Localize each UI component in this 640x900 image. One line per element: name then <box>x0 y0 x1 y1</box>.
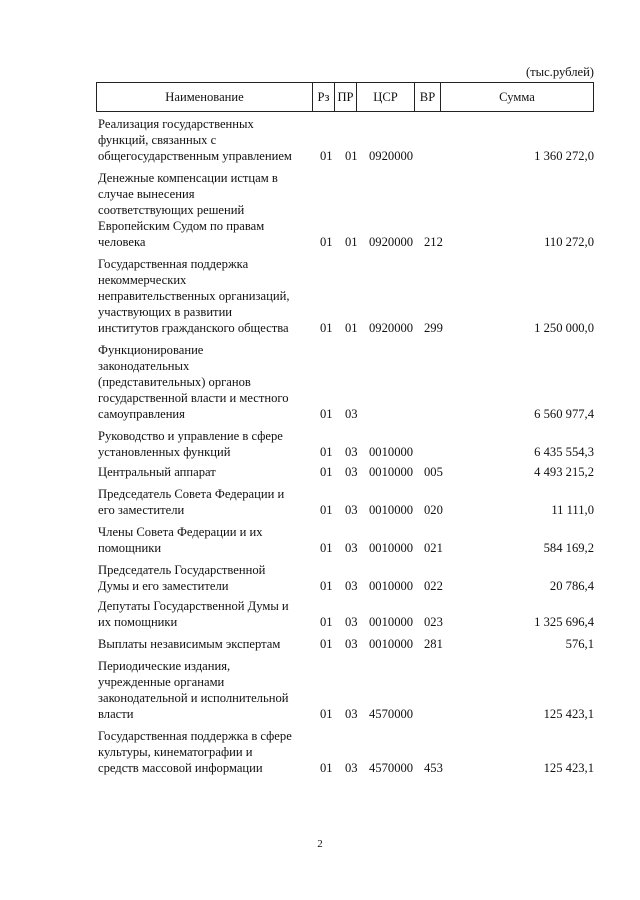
row-name: Председатель Совета Федерации и его заместители <box>98 487 285 517</box>
row-vr: 022 <box>424 579 443 593</box>
row-pr: 01 <box>345 321 358 335</box>
row-pr: 01 <box>345 235 358 249</box>
row-csr: 0920000 <box>369 149 414 163</box>
row-vr: 212 <box>424 235 443 249</box>
row-rz: 01 <box>320 579 333 593</box>
row-name: Руководство и управление в сфере установленных функций <box>98 429 283 459</box>
row-rz: 01 <box>320 321 333 335</box>
table-body <box>96 116 594 776</box>
table-row <box>96 562 594 594</box>
row-sum: 4 493 215,2 <box>534 465 594 479</box>
col-header-pr: ПР <box>335 83 357 111</box>
table-row <box>96 728 594 776</box>
units-label: (тыс.рублей) <box>525 65 594 79</box>
row-pr: 03 <box>345 503 358 517</box>
row-rz: 01 <box>320 707 333 721</box>
row-vr: 299 <box>424 321 443 335</box>
row-sum: 6 435 554,3 <box>534 445 594 459</box>
row-vr: 005 <box>424 465 443 479</box>
row-pr: 03 <box>345 407 358 421</box>
row-name: Функционирование законодательных (представительных) органов государственной власти и местного самоуправления <box>98 343 289 421</box>
table-row <box>96 170 594 250</box>
row-csr: 4570000 <box>369 761 414 775</box>
row-csr: 0920000 <box>369 321 414 335</box>
row-rz: 01 <box>320 615 333 629</box>
table-row <box>96 256 594 336</box>
row-csr: 0010000 <box>369 579 414 593</box>
row-sum: 125 423,1 <box>543 761 594 775</box>
row-csr: 0010000 <box>369 541 414 555</box>
row-pr: 03 <box>345 707 358 721</box>
row-sum: 110 272,0 <box>544 235 594 249</box>
row-vr: 020 <box>424 503 443 517</box>
row-sum: 11 111,0 <box>551 503 594 517</box>
row-sum: 20 786,4 <box>549 579 594 593</box>
row-csr: 0010000 <box>369 615 414 629</box>
row-rz: 01 <box>320 761 333 775</box>
row-sum: 125 423,1 <box>543 707 594 721</box>
row-pr: 03 <box>345 615 358 629</box>
row-vr: 281 <box>424 637 443 651</box>
row-sum: 584 169,2 <box>543 541 594 555</box>
row-pr: 03 <box>345 637 358 651</box>
col-header-rz: Рз <box>313 83 335 111</box>
col-header-csr: ЦСР <box>357 83 415 111</box>
table-row <box>96 116 594 164</box>
row-rz: 01 <box>320 503 333 517</box>
row-sum: 1 360 272,0 <box>534 149 594 163</box>
row-name: Периодические издания, учрежденные органами законодательной и исполнительной власти <box>98 659 289 721</box>
row-pr: 03 <box>345 579 358 593</box>
table-header <box>96 82 594 112</box>
table-row <box>96 636 594 652</box>
row-vr: 023 <box>424 615 443 629</box>
row-name: Депутаты Государственной Думы и их помощники <box>98 599 289 629</box>
row-name: Государственная поддержка в сфере культуры, кинематографии и средств массовой информации <box>98 729 292 775</box>
row-csr: 4570000 <box>369 707 414 721</box>
col-header-sum: Сумма <box>499 90 535 104</box>
row-rz: 01 <box>320 541 333 555</box>
row-pr: 03 <box>345 541 358 555</box>
table-row <box>96 598 594 630</box>
row-rz: 01 <box>320 445 333 459</box>
row-name: Центральный аппарат <box>98 465 216 479</box>
col-header-name: Наименование <box>97 83 313 111</box>
table-row <box>96 464 594 480</box>
row-sum: 1 250 000,0 <box>534 321 594 335</box>
table-row <box>96 342 594 422</box>
row-rz: 01 <box>320 465 333 479</box>
table-row <box>96 428 594 460</box>
table-row <box>96 486 594 518</box>
row-name: Денежные компенсации истцам в случае вынесения соответствующих решений Европейским Судом по правам человека <box>98 171 278 249</box>
row-sum: 1 325 696,4 <box>534 615 594 629</box>
row-rz: 01 <box>320 149 333 163</box>
row-name: Государственная поддержка некоммерческих неправительственных организаций, участвующих в развитии институтов гражданского общества <box>98 257 290 335</box>
row-pr: 03 <box>345 761 358 775</box>
row-csr: 0010000 <box>369 465 414 479</box>
row-rz: 01 <box>320 235 333 249</box>
row-pr: 01 <box>345 149 358 163</box>
row-name: Председатель Государственной Думы и его заместители <box>98 563 266 593</box>
row-sum: 576,1 <box>565 637 594 651</box>
col-header-vr: ВР <box>415 83 441 111</box>
row-csr: 0010000 <box>369 445 414 459</box>
row-rz: 01 <box>320 407 333 421</box>
row-vr: 453 <box>424 761 443 775</box>
row-vr: 021 <box>424 541 443 555</box>
row-pr: 03 <box>345 445 358 459</box>
table-row <box>96 524 594 556</box>
row-name: Члены Совета Федерации и их помощники <box>98 525 263 555</box>
table-row <box>96 658 594 722</box>
row-csr: 0010000 <box>369 637 414 651</box>
row-pr: 03 <box>345 465 358 479</box>
row-rz: 01 <box>320 637 333 651</box>
page-number: 2 <box>317 838 323 850</box>
row-name: Выплаты независимым экспертам <box>98 637 281 651</box>
row-csr: 0920000 <box>369 235 414 249</box>
row-name: Реализация государственных функций, связанных с общегосударственным управлением <box>98 117 292 163</box>
row-sum: 6 560 977,4 <box>534 407 594 421</box>
row-csr: 0010000 <box>369 503 414 517</box>
